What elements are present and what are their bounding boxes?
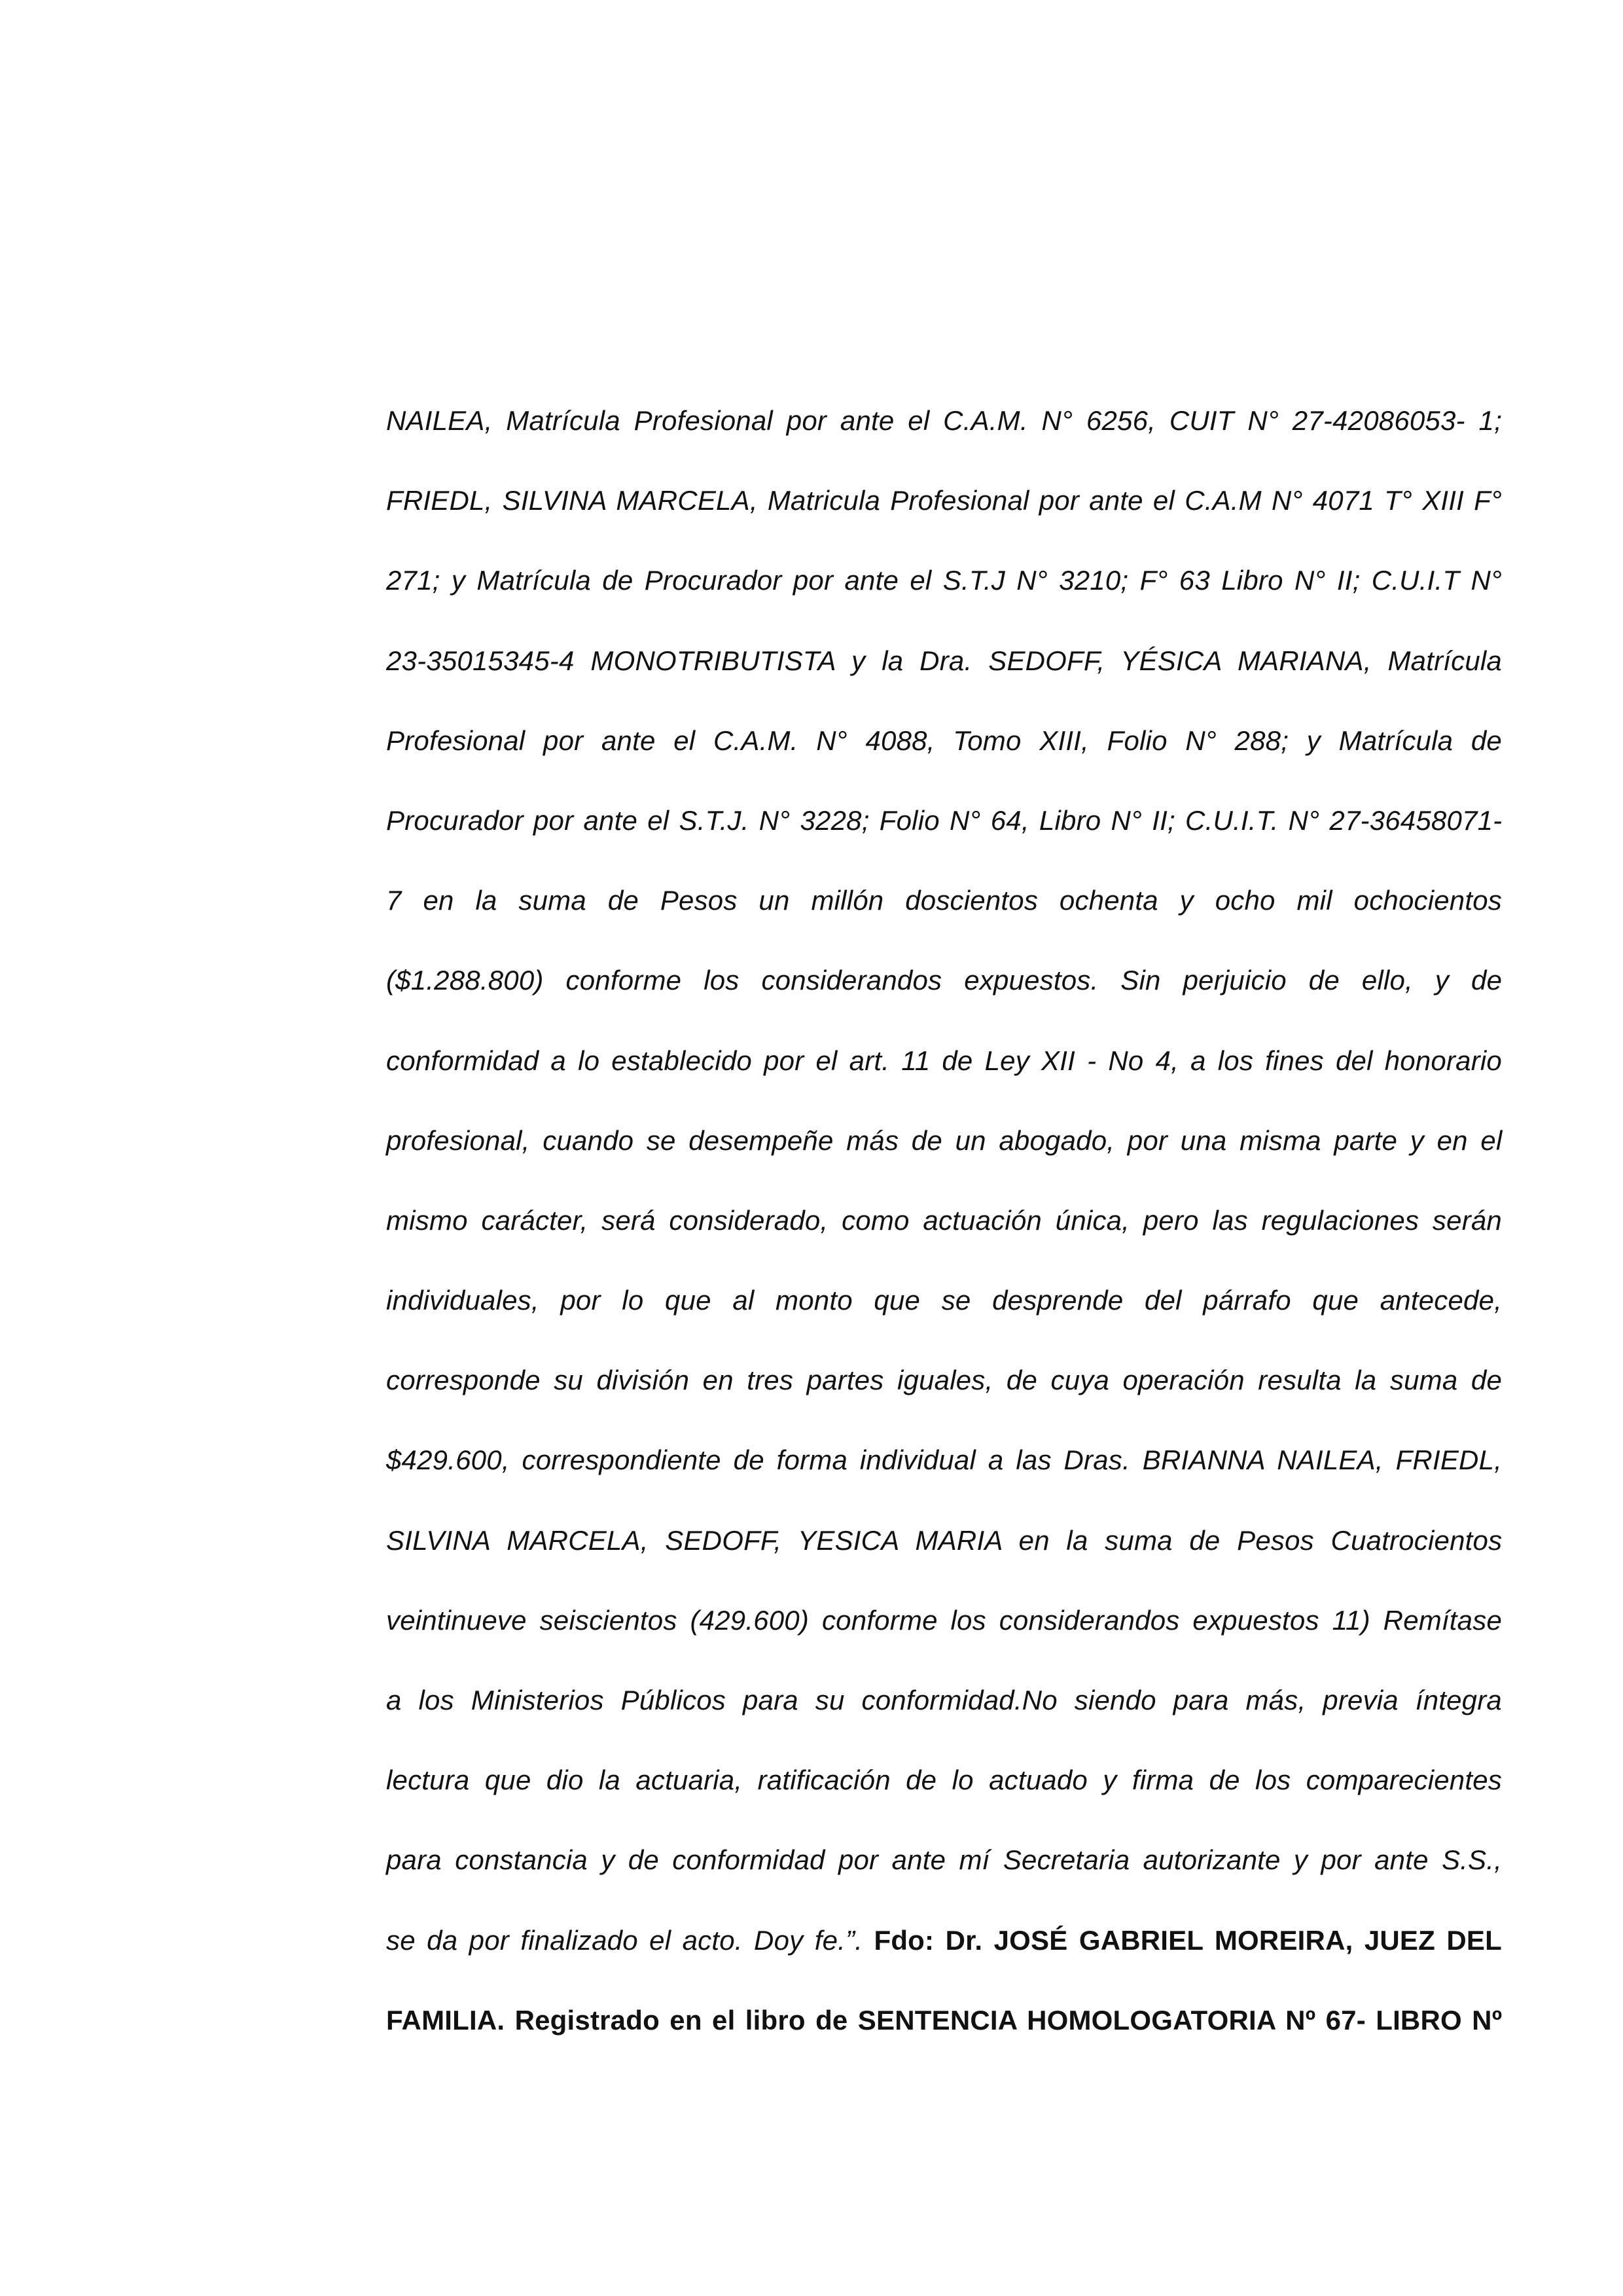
document-body: [386, 381, 1502, 2060]
text-line: Profesional por ante el C.A.M. N° 4088, Tomo XIII, Folio N° 288; y Matrícula de: [386, 725, 1502, 756]
text-line-signature: [386, 1901, 1502, 1981]
text-line: individuales, por lo que al monto que se desprende del párrafo que antecede,: [386, 1285, 1502, 1316]
text-line: mismo carácter, será considerado, como actuación única, pero las regulaciones serán: [386, 1204, 1502, 1236]
text-line: para constancia y de conformidad por ante mí Secretaria autorizante y por ante S.S.,: [386, 1844, 1502, 1876]
text-line: 7 en la suma de Pesos un millón doscientos ochenta y ocho mil ochocientos: [386, 885, 1502, 916]
text-line: conformidad a lo establecido por el art. 11 de Ley XII - No 4, a los fines del honorario: [386, 1045, 1502, 1076]
text-line: SILVINA MARCELA, SEDOFF, YESICA MARIA en la suma de Pesos Cuatrocientos: [386, 1524, 1503, 1556]
closing-text: se da por finalizado el acto. Doy fe.”.: [386, 1924, 863, 1956]
text-line: NAILEA, Matrícula Profesional por ante el C.A.M. N° 6256, CUIT N° 27-42086053- 1;: [386, 405, 1502, 436]
text-line: $429.600, correspondiente de forma individual a las Dras. BRIANNA NAILEA, FRIEDL,: [386, 1444, 1502, 1476]
text-line: 23-35015345-4 MONOTRIBUTISTA y la Dra. SEDOFF, YÉSICA MARIANA, Matrícula: [386, 645, 1502, 676]
text-line: profesional, cuando se desempeñe más de un abogado, por una misma parte y en el: [386, 1124, 1503, 1156]
text-line: veintinueve seiscientos (429.600) conforme los considerandos expuestos 11) Remítase: [386, 1604, 1502, 1636]
text-line: 271; y Matrícula de Procurador por ante el S.T.J N° 3210; F° 63 Libro N° II; C.U.I.T N°: [386, 565, 1503, 596]
signature-text: Fdo: Dr. JOSÉ GABRIEL MOREIRA, JUEZ DEL: [874, 1924, 1502, 1956]
text-line: corresponde su división en tres partes iguales, de cuya operación resulta la suma de: [386, 1365, 1502, 1396]
text-line: Procurador por ante el S.T.J. N° 3228; Folio N° 64, Libro N° II; C.U.I.T. N° 27-36458071-: [386, 804, 1503, 836]
text-line: a los Ministerios Públicos para su conformidad.No siendo para más, previa íntegra: [386, 1685, 1502, 1715]
registration-line: FAMILIA. Registrado en el libro de SENTENCIA HOMOLOGATORIA Nº 67- LIBRO Nº: [386, 2004, 1503, 2036]
text-line: FRIEDL, SILVINA MARCELA, Matricula Profesional por ante el C.A.M N° 4071 T° XIII F°: [386, 485, 1503, 516]
text-line: ($1.288.800) conforme los considerandos expuestos. Sin perjuicio de ello, y de: [386, 965, 1503, 996]
text-line: lectura que dio la actuaria, ratificación de lo actuado y firma de los comparecientes: [386, 1765, 1502, 1796]
